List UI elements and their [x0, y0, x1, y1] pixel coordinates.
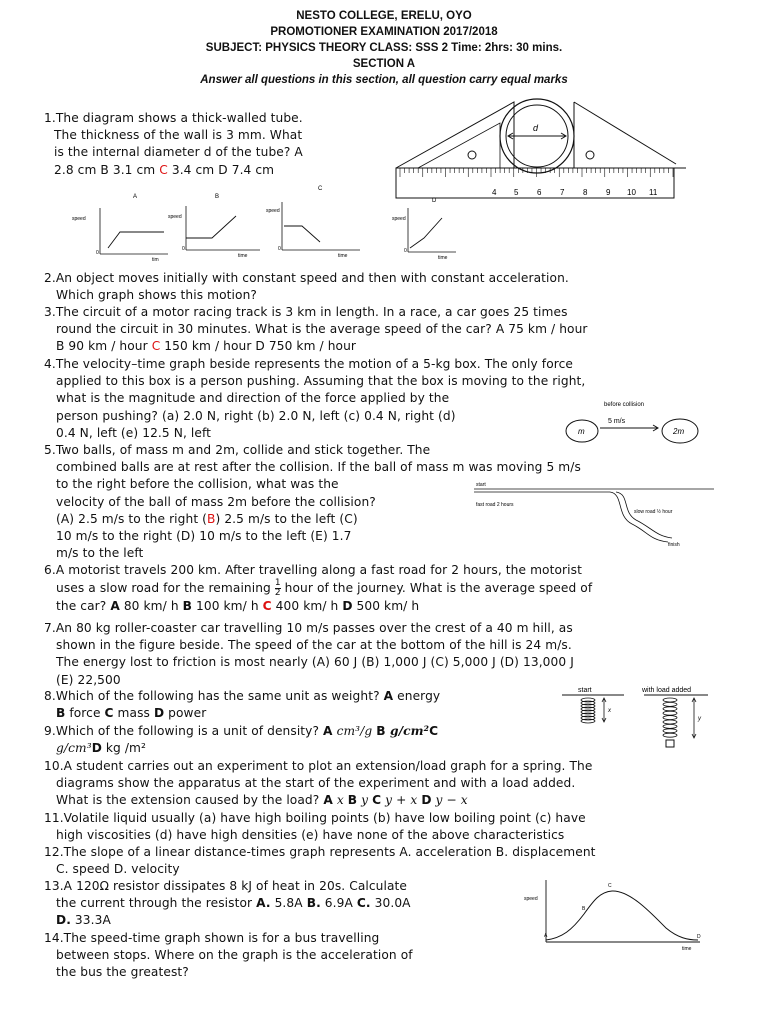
q6-option-letter: B [182, 599, 193, 614]
road-finish: finish [668, 542, 680, 548]
point-label: B [582, 906, 586, 912]
q4-line: what is the magnitude and direction of the force applied by the [56, 391, 450, 406]
graph-origin: 0 [278, 246, 281, 252]
point-label: C [608, 883, 612, 889]
q10-option: y + x [381, 793, 422, 808]
ruler-ticks [400, 168, 673, 177]
q13-option: 6.9A [320, 896, 357, 911]
speed-axis-label: speed [524, 896, 538, 902]
question-1 [44, 110, 303, 179]
spring-start-label: start [578, 687, 592, 694]
q13-option-letter: A. [256, 896, 271, 911]
q6-option: 80 km/ h [119, 599, 183, 614]
q6-option-letter: A [110, 599, 120, 614]
q13-option-letter: B. [306, 896, 321, 911]
speed-time-figure [524, 876, 722, 956]
q6-line: 6.A motorist travels 200 km. After travelling along a fast road for 2 hours, the motorist [44, 563, 582, 577]
q2-line: 2.An object moves initially with constant speed and then with constant acceleration. [44, 271, 569, 285]
question-8 [44, 688, 440, 722]
instructions: Answer all questions in this section, all question carry equal marks [200, 74, 568, 86]
spring-coil [663, 724, 677, 728]
q8-option-letter: B [56, 706, 66, 721]
graph-c [266, 186, 360, 259]
q10-option: y [357, 793, 373, 808]
q6-option: 100 km/ h [192, 599, 263, 614]
spring-coil [663, 707, 677, 711]
motion-graphs [60, 184, 460, 264]
q9-option-letter: A [323, 724, 333, 738]
question-11 [44, 810, 586, 844]
q9-option: g/cm³ [56, 741, 92, 756]
q11-line: high viscosities (d) have high densities (e) have none of the above characteristics [56, 828, 565, 843]
q5-line: velocity of the ball of mass 2m before the collision? [56, 494, 376, 509]
ruler-number: 10 [627, 188, 636, 197]
graph-ylabel: speed [392, 216, 406, 222]
q14-line: 14.The speed-time graph shown is for a bus travelling [44, 931, 380, 945]
q8-option-letter: A [383, 689, 394, 703]
question-14 [44, 930, 413, 982]
q5-options: (A) 2.5 m/s to the right ( [56, 511, 208, 526]
spring-loaded-label: with load added [642, 687, 692, 694]
q6-option: 400 km/ h [271, 599, 343, 614]
q13-text: the current through the resistor [56, 896, 257, 911]
graph-ylabel: speed [168, 214, 182, 220]
point-label: A [544, 933, 548, 939]
q1-options: 2.8 cm B 3.1 cm [54, 162, 160, 177]
ball-m-label: m [578, 427, 585, 436]
q9-option-letter: C [429, 724, 439, 738]
q8-option-letter: C [104, 706, 114, 721]
road-figure [474, 480, 724, 550]
q8-option: energy [393, 689, 441, 703]
diameter-label: d [533, 123, 539, 133]
question-6 [44, 562, 592, 615]
q9-option: g/cm² [385, 724, 430, 738]
q9-text: 9.Which of the following is a unit of density? [44, 724, 324, 738]
q6-text: the car? [56, 599, 111, 614]
fast-road-label: fast road 2 hours [476, 502, 514, 508]
q5-marked-answer: B [207, 511, 216, 526]
q6-text: hour of the journey. What is the average speed of [280, 581, 593, 596]
q2-line: Which graph shows this motion? [56, 288, 257, 303]
spring-coil [663, 702, 677, 706]
speed-curve [546, 891, 698, 940]
q4-line: applied to this box is a person pushing. Assuming that the box is moving to the right, [56, 374, 586, 389]
tube-ruler-figure [396, 98, 686, 198]
q14-line: between stops. Where on the graph is the acceleration of [56, 948, 413, 963]
collision-figure [566, 398, 726, 448]
ball-2m-label: 2m [673, 427, 685, 436]
ruler-number: 6 [537, 188, 542, 197]
extension-y-label: y [698, 716, 701, 722]
spring-coil [663, 729, 677, 733]
graph-xlabel: time [238, 253, 248, 259]
q1-marked-answer: C [159, 162, 168, 177]
time-axis-label: time [682, 946, 692, 952]
q6-option: 500 km/ h [352, 599, 420, 614]
ruler-number: 4 [492, 188, 497, 197]
fraction-denominator: 2 [274, 588, 281, 599]
school-name: NESTO COLLEGE, ERELU, OYO [296, 10, 472, 22]
q8-option: mass [113, 706, 154, 721]
question-10 [44, 758, 592, 810]
question-3 [44, 304, 588, 356]
graph-label: C [318, 186, 323, 192]
graph-label: D [432, 198, 437, 204]
q5-line: 10 m/s to the right (D) 10 m/s to the left (E) 1.7 [56, 529, 352, 544]
extension-x-label: x [608, 708, 611, 714]
q1-options: 3.4 cm D 7.4 cm [167, 162, 275, 177]
q7-line: (E) 22,500 [56, 672, 121, 687]
q13-option-letter: C. [356, 896, 371, 911]
left-set-square-hole [468, 151, 476, 159]
q5-line: 5.Two balls, of mass m and 2m, collide and stick together. The [44, 443, 431, 457]
q5-line: to the right before the collision, what was the [56, 477, 339, 492]
q12-line: C. speed D. velocity [56, 862, 180, 877]
q7-line: shown in the figure beside. The speed of the car at the bottom of the hill is 24 m/s. [56, 638, 572, 653]
q4-line: 0.4 N, left (e) 12.5 N, left [56, 425, 212, 440]
load-mass [666, 740, 674, 747]
spring-coil [581, 719, 595, 723]
q10-line: 10.A student carries out an experiment to plot an extension/load graph for a spring. The [44, 759, 593, 773]
graph-origin: 0 [182, 246, 185, 252]
right-set-square-edge [574, 102, 676, 164]
q13-option-letter: D. [56, 913, 71, 928]
spring-coil [663, 716, 677, 720]
graph-line [186, 216, 236, 238]
q10-text: What is the extension caused by the load? [56, 793, 324, 808]
exam-title: PROMOTIONER EXAMINATION 2017/2018 [270, 26, 498, 38]
q8-option-letter: D [153, 706, 165, 721]
q13-line: 13.A 120Ω resistor dissipates 8 kJ of heat in 20s. Calculate [44, 879, 408, 893]
q8-text: 8.Which of the following has the same unit as weight? [44, 689, 384, 703]
q3-options: B 90 km / hour [56, 339, 152, 354]
graph-origin: 0 [96, 250, 99, 256]
road-start: start [476, 482, 486, 488]
q7-line: The energy lost to friction is most nearly (A) 60 J (B) 1,000 J (C) 5,000 J (D) 13,000 J [56, 655, 574, 670]
q4-line: 4.The velocity–time graph beside represents the motion of a 5-kg box. The only force [44, 357, 573, 371]
fraction-numerator: 1 [274, 578, 281, 589]
q5-line: m/s to the left [56, 546, 144, 561]
spring-loaded [663, 698, 677, 737]
q10-option: x [332, 793, 348, 808]
q13-option: 30.0A [370, 896, 411, 911]
left-set-square-inner [418, 123, 500, 168]
q5-options: ) 2.5 m/s to the left (C) [215, 511, 358, 526]
point-label: D [697, 934, 701, 940]
q6-option-letter: D [342, 599, 353, 614]
collision-title: before collision [604, 402, 645, 408]
q10-option-letter: D [421, 793, 432, 808]
q10-option-letter: C [372, 793, 382, 808]
q12-line: 12.The slope of a linear distance-times graph represents A. acceleration B. displacement [44, 845, 596, 859]
q11-line: 11.Volatile liquid usually (a) have high boiling points (b) have low boiling point (c) have [44, 811, 586, 825]
spring-coil [663, 711, 677, 715]
graph-b [168, 194, 260, 259]
spring-coil [663, 698, 677, 702]
graph-label: A [133, 194, 138, 200]
q1-line: The thickness of the wall is 3 mm. What [54, 128, 303, 143]
graph-label: B [215, 194, 220, 200]
q8-option: force [65, 706, 105, 721]
graph-line [108, 232, 164, 248]
q4-line: person pushing? (a) 2.0 N, right (b) 2.0 N, left (c) 0.4 N, right (d) [56, 408, 456, 423]
q3-options: 150 km / hour D 750 km / hour [160, 339, 357, 354]
spring-unloaded [581, 698, 595, 723]
q10-option: y − x [431, 793, 468, 808]
q1-line: is the internal diameter d of the tube? A [54, 145, 303, 160]
q3-marked-answer: C [151, 339, 161, 354]
graph-xlabel: time [338, 253, 348, 259]
ruler-number: 9 [606, 188, 611, 197]
q9-option-letter: D [91, 741, 102, 756]
q10-option-letter: B [347, 793, 358, 808]
spring-figure [562, 684, 742, 764]
graph-ylabel: speed [72, 216, 86, 222]
q1-line: 1.The diagram shows a thick-walled tube. [44, 111, 303, 125]
ruler-number: 7 [560, 188, 565, 197]
spring-coil [663, 720, 677, 724]
subject-line: SUBJECT: PHYSICS THEORY CLASS: SSS 2 Time: 2hrs: 30 mins. [205, 42, 563, 54]
q3-line: 3.The circuit of a motor racing track is 3 km in length. In a race, a car goes 25 times [44, 305, 568, 319]
velocity-label: 5 m/s [608, 418, 626, 425]
right-set-square-hole [586, 151, 594, 159]
graph-origin: 0 [404, 248, 407, 254]
q5-line: combined balls are at rest after the collision. If the ball of mass m was moving 5 m/s [56, 460, 581, 475]
graph-line [410, 218, 442, 248]
q14-line: the bus the greatest? [56, 965, 189, 980]
question-4 [44, 356, 585, 442]
question-13 [44, 878, 411, 930]
graph-d [392, 198, 456, 261]
ruler-number: 5 [514, 188, 519, 197]
ruler-number: 11 [649, 188, 658, 197]
question-2 [44, 270, 569, 304]
graph-xlabel: tim [152, 257, 159, 263]
q13-option: 5.8A [270, 896, 307, 911]
question-12 [44, 844, 596, 878]
q13-option: 33.3A [70, 913, 111, 928]
spring-coil [663, 733, 677, 737]
ruler-numbers [492, 188, 658, 197]
left-set-square [396, 102, 514, 168]
q6-text: uses a slow road for the remaining [56, 581, 275, 596]
graph-ylabel: speed [266, 208, 280, 214]
q9-option: kg /m² [101, 741, 147, 756]
q10-option-letter: A [323, 793, 333, 808]
q9-option-letter: B [376, 724, 386, 738]
graph-line [284, 226, 320, 242]
question-7 [44, 620, 574, 689]
q8-option: power [164, 706, 207, 721]
ruler-number: 8 [583, 188, 588, 197]
q10-line: diagrams show the apparatus at the start of the experiment and with a load added. [56, 776, 576, 791]
question-9 [44, 723, 438, 757]
graph-a [72, 194, 168, 263]
slow-road-label: slow road ½ hour [634, 509, 673, 515]
q6-marked-answer: C [262, 599, 272, 614]
graph-xlabel: time [438, 255, 448, 261]
q3-line: round the circuit in 30 minutes. What is the average speed of the car? A 75 km / hour [56, 322, 588, 337]
q9-option: cm³/g [332, 724, 377, 738]
q7-line: 7.An 80 kg roller-coaster car travelling 10 m/s passes over the crest of a 40 m hill, as [44, 621, 573, 635]
section-title: SECTION A [352, 58, 416, 70]
